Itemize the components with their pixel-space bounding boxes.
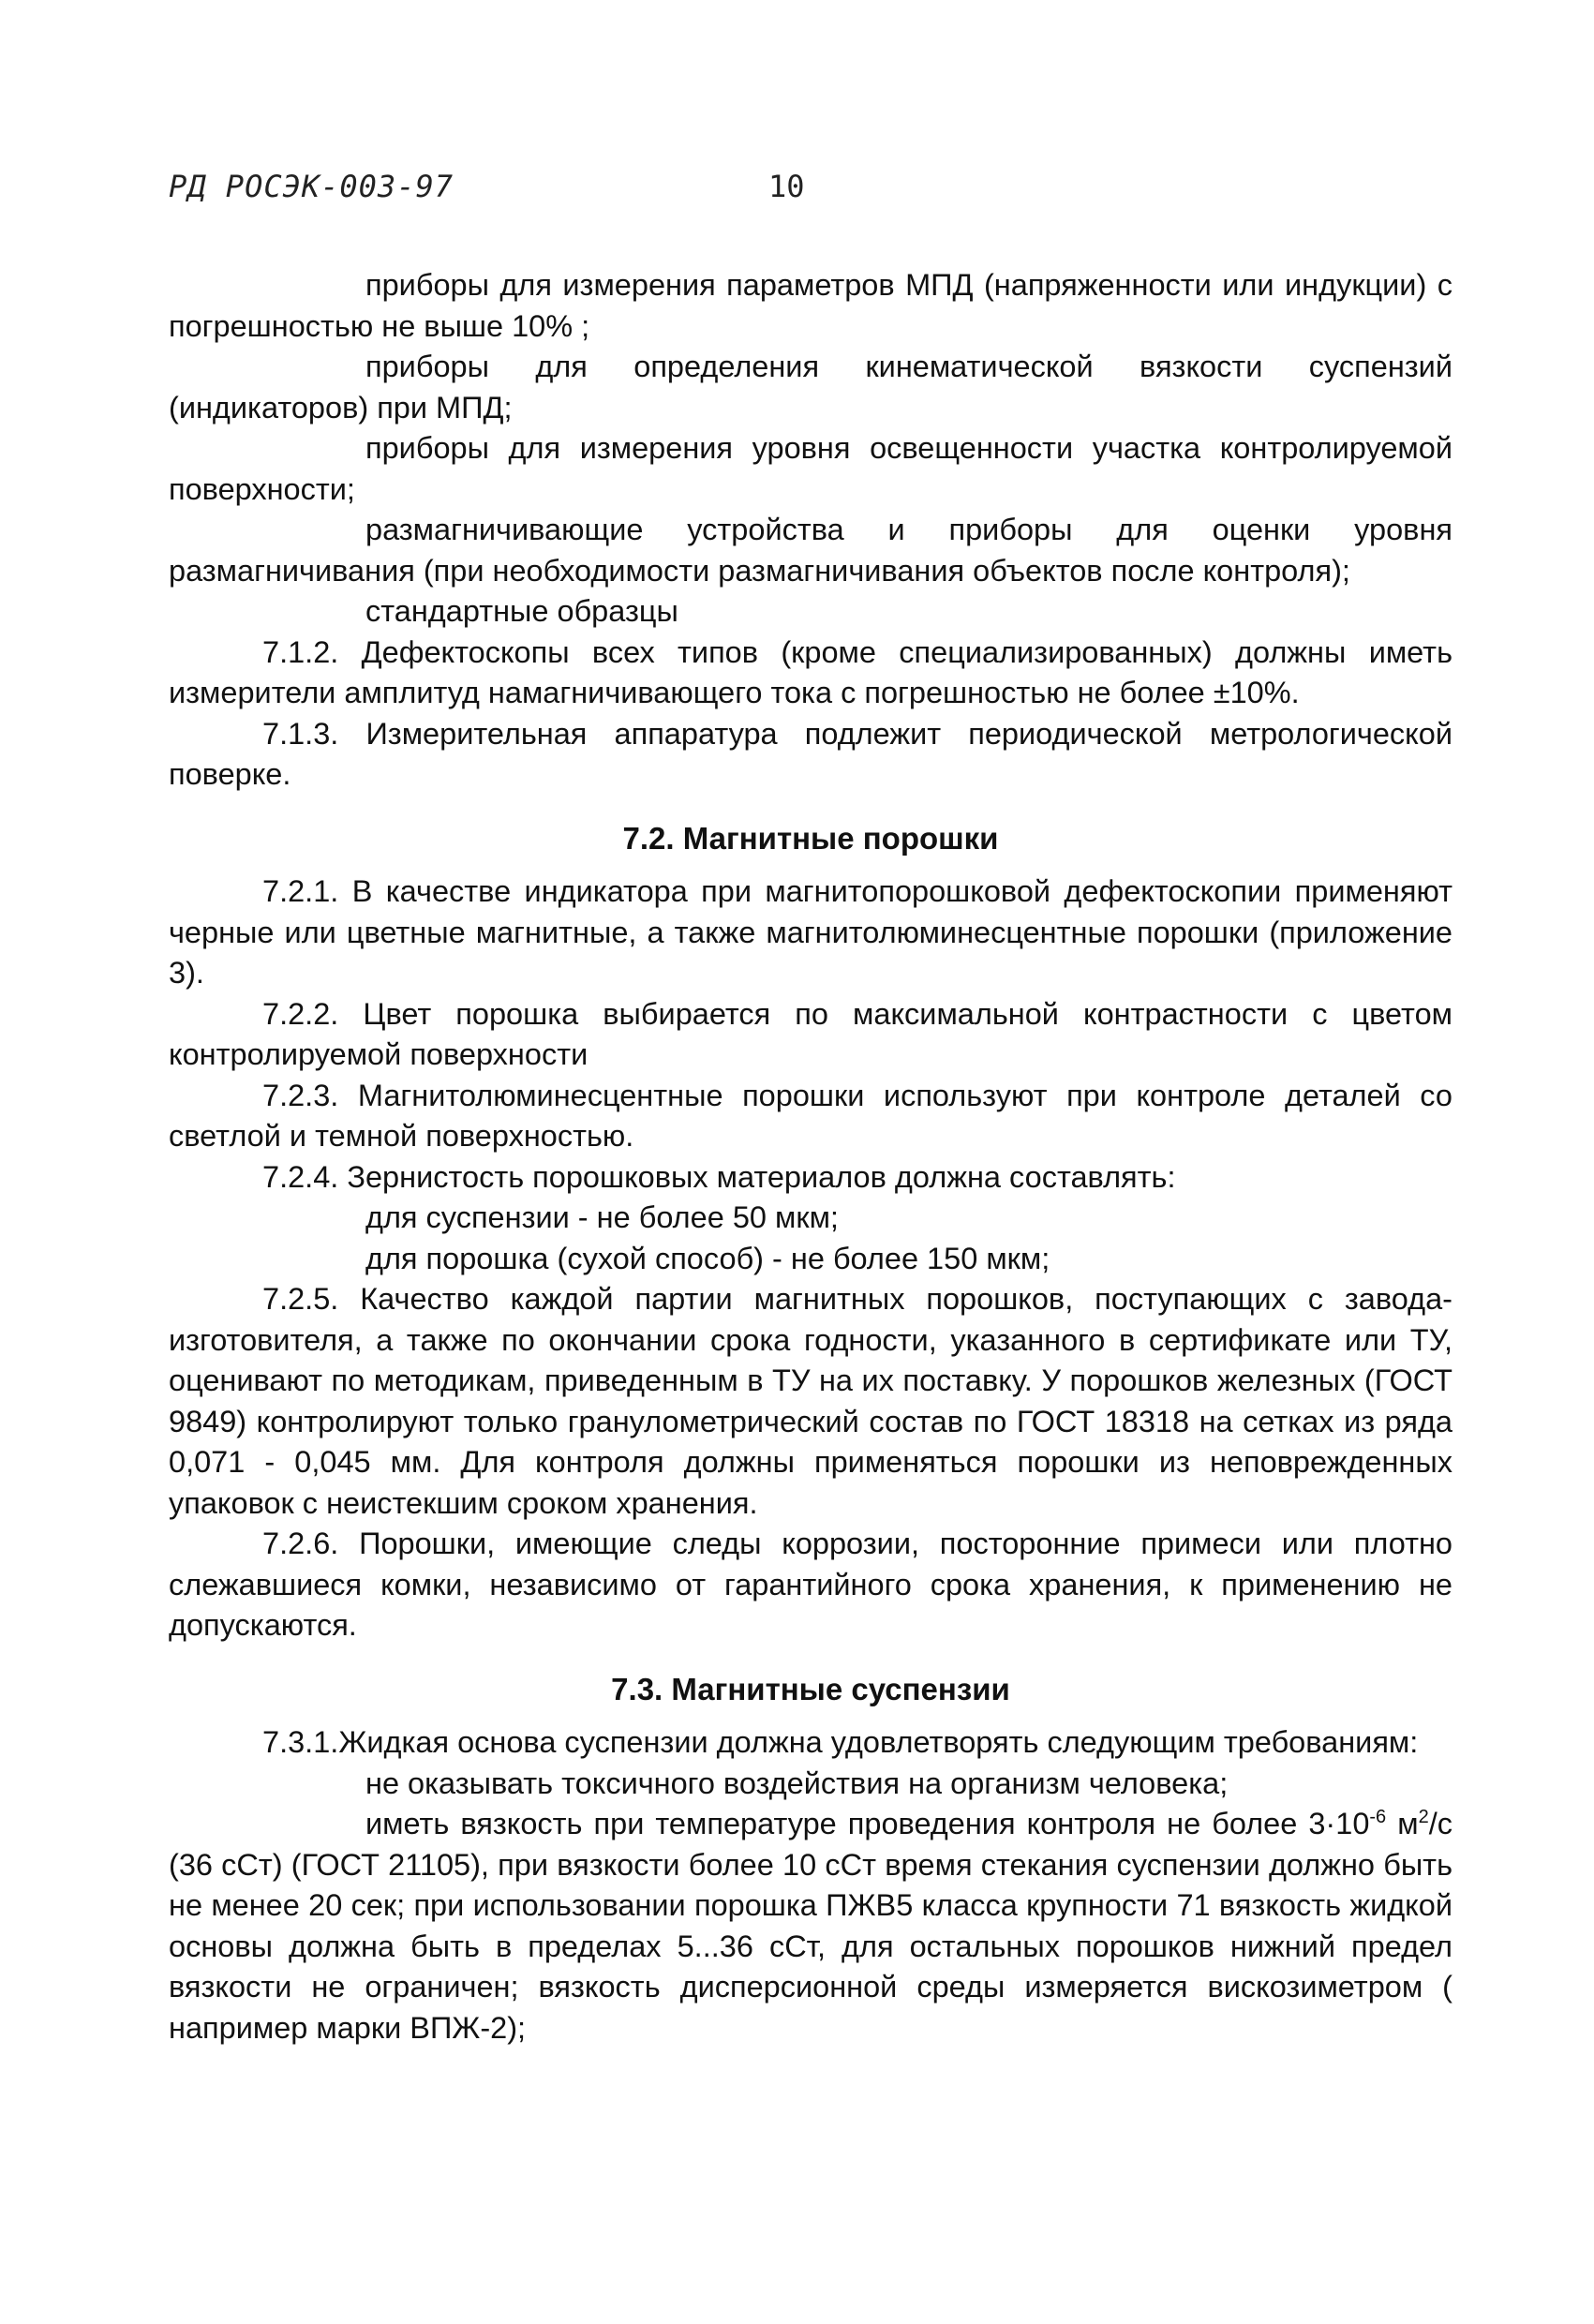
list-item-viscosity-instruments: приборы для определения кинематической вязкости суспензий (индикаторов) при МПД;: [169, 350, 1452, 425]
viscosity-exponent: -6: [1369, 1807, 1387, 1828]
clause-7-2-4-powder: для порошка (сухой способ) - не более 150 мкм;: [365, 1241, 1050, 1275]
clause-7-2-4-suspension: для суспензии - не более 50 мкм;: [365, 1200, 839, 1234]
viscosity-text-start: иметь вязкость при температуре проведения контроля не более 3·10: [365, 1807, 1370, 1840]
clause-7-2-2: 7.2.2. Цвет порошка выбирается по максимальной контрастности с цветом контролируемой поверхности: [169, 996, 1452, 1071]
list-item-standard-samples: стандартные образцы: [365, 594, 678, 628]
list-item-demagnetizing-devices: размагничивающие устройства и приборы для оценки уровня размагничивания (при необходимости размагничивания объектов после контроля);: [169, 513, 1452, 588]
requirement-viscosity: [169, 1804, 1452, 2048]
page-number: 10: [768, 169, 805, 204]
list-item-instruments-mpd: приборы для измерения параметров МПД (напряженности или индукции) с погрешностью не выше 10% ;: [169, 268, 1452, 343]
clause-7-2-1: 7.2.1. В качестве индикатора при магнитопорошковой дефектоскопии применяют черные или цветные магнитные, а также магнитолюминесцентные порошки (приложение 3).: [169, 874, 1452, 990]
clause-7-2-4: 7.2.4. Зернистость порошковых материалов должна составлять:: [262, 1159, 1176, 1194]
section-title-7-3: 7.3. Магнитные суспензии: [611, 1671, 1010, 1706]
clause-7-1-2: 7.1.2. Дефектоскопы всех типов (кроме специализированных) должны иметь измерители амплитуд намагничивающего тока с погрешностью не более ±10%.: [169, 634, 1452, 709]
viscosity-unit-square: 2: [1418, 1807, 1429, 1828]
document-body: [169, 265, 1452, 2048]
list-item-illumination-instruments: приборы для измерения уровня освещенности участка контролируемой поверхности;: [169, 431, 1452, 506]
clause-7-2-6: 7.2.6. Порошки, имеющие следы коррозии, посторонние примеси или плотно слежавшиеся комки, независимо от гарантийного срока хранения, к применению не допускаются.: [169, 1527, 1452, 1642]
section-title-7-2: 7.2. Магнитные порошки: [622, 820, 999, 856]
clause-7-2-3: 7.2.3. Магнитолюминесцентные порошки используют при контроле деталей со светлой и темной поверхностью.: [169, 1078, 1452, 1153]
viscosity-unit-m: м: [1386, 1807, 1419, 1840]
requirement-non-toxic: не оказывать токсичного воздействия на организм человека;: [365, 1765, 1229, 1800]
viscosity-text-rest: /с (36 сСт) (ГОСТ 21105), при вязкости более 10 сСт время стекания суспензии должно быть не менее 20 сек; при использовании порошка ПЖВ5 класса крупности 71 вязкость жидкой основы должна быть в пределах 5...36 сСт, для остальных порошков нижний предел вязкости не ограничен; вязкость дисперсионной среды измеряется вискозиметром ( например марки ВПЖ-2);: [169, 1807, 1452, 2045]
page-header: [169, 169, 1452, 206]
document-code: РД РОСЭК-003-97: [169, 169, 454, 204]
clause-7-1-3: 7.1.3. Измерительная аппаратура подлежит периодической метрологической поверке.: [169, 716, 1452, 791]
clause-7-2-5: 7.2.5. Качество каждой партии магнитных порошков, поступающих с завода-изготовителя, а также по окончании срока годности, указанного в сертификате или ТУ, оценивают по методикам, приведенным в ТУ на их поставку. У порошков железных (ГОСТ 9849) контролируют только гранулометрический состав по ГОСТ 18318 на сетках из ряда 0,071 - 0,045 мм. Для контроля должны применяться порошки из неповрежденных упаковок с неистекшим сроком хранения.: [169, 1282, 1452, 1520]
clause-7-3-1: 7.3.1.Жидкая основа суспензии должна удовлетворять следующим требованиям:: [262, 1725, 1419, 1759]
